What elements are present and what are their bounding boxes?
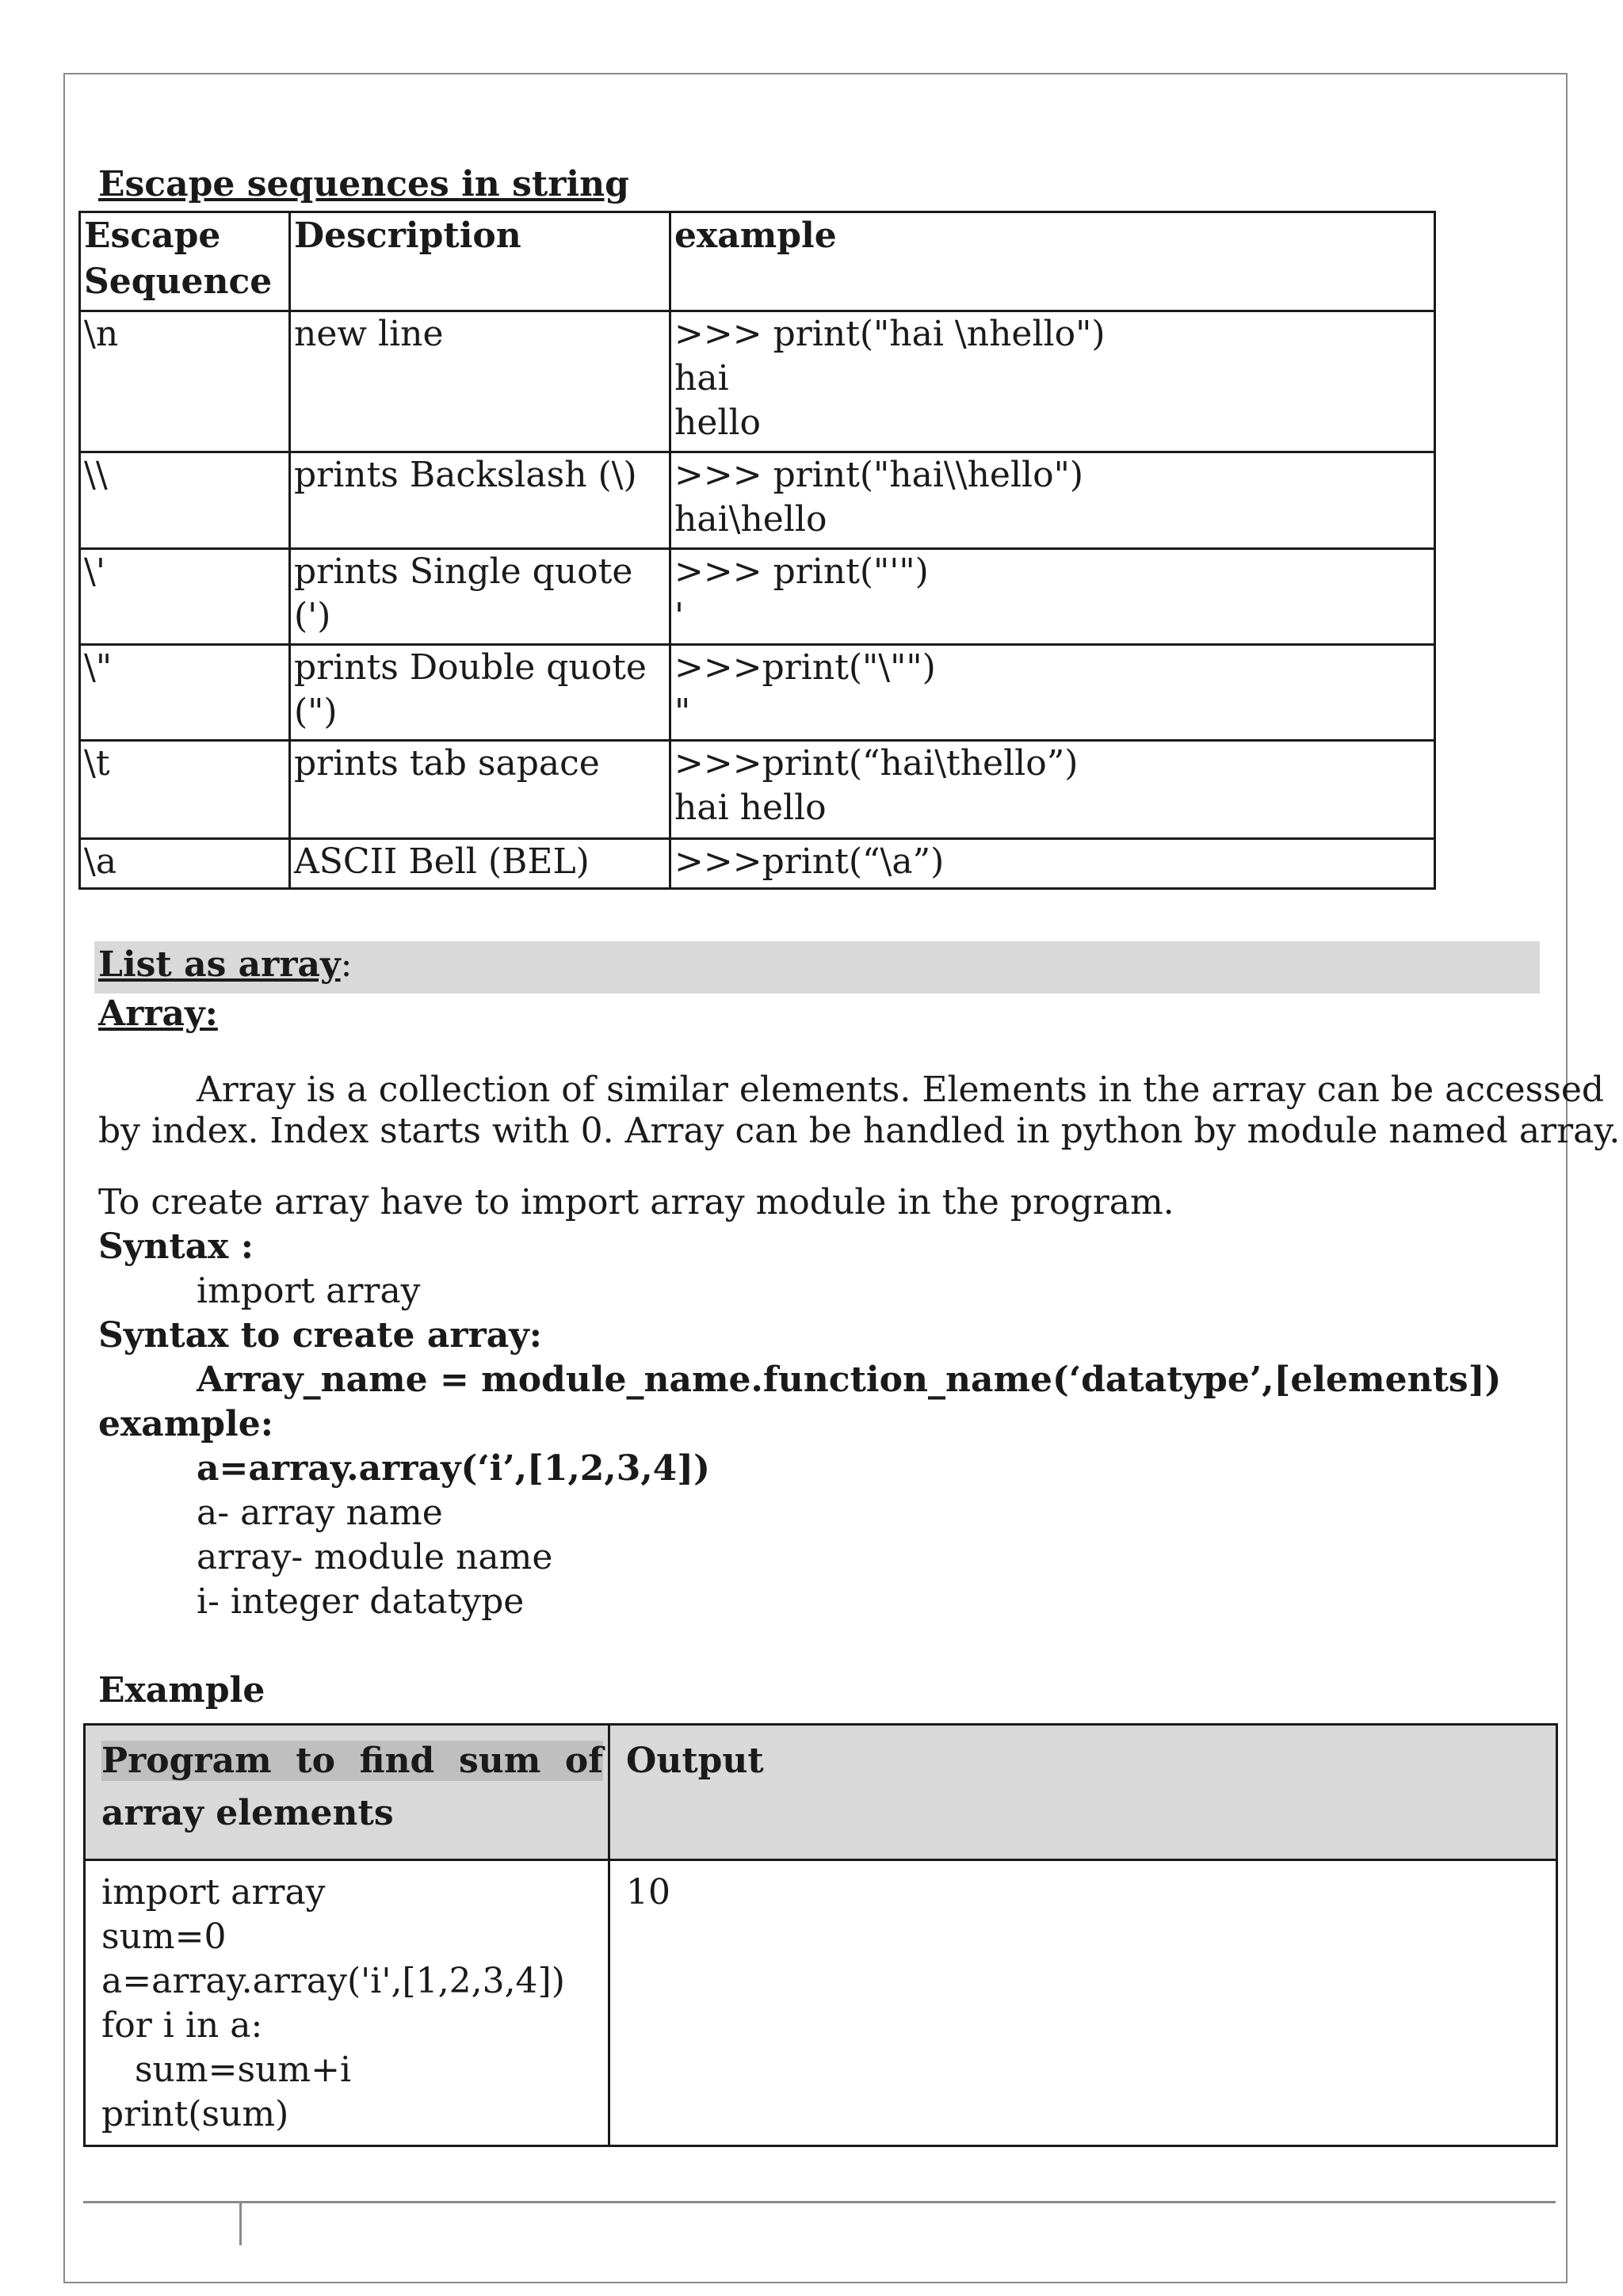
example-label: example: [98, 1404, 274, 1444]
escape-seq-cell: \" [80, 645, 290, 741]
escape-example-cell: >>> print("hai\\hello") hai\hello [670, 452, 1435, 549]
output-value-cell: 10 [609, 1860, 1557, 2146]
table-row [80, 839, 1435, 889]
escape-table-header [80, 212, 1435, 311]
escape-seq-cell: \a [80, 839, 290, 889]
list-as-array-colon: : [340, 944, 353, 985]
header-escape-sequence: Escape Sequence [80, 212, 290, 311]
table-row [80, 311, 1435, 452]
program-header-line2: array elements [101, 1793, 394, 1833]
example-table-header [85, 1725, 1557, 1860]
table-row [80, 549, 1435, 645]
header-example: example [670, 212, 1435, 311]
list-as-array-title: List as array [98, 944, 341, 985]
escape-desc-cell: prints tab sapace [290, 741, 670, 839]
escape-desc-cell: ASCII Bell (BEL) [290, 839, 670, 889]
table-row [80, 741, 1435, 839]
program-header-line1: Program to find sum of [101, 1741, 604, 1781]
escape-desc-cell: prints Double quote (") [290, 645, 670, 741]
program-header-cell [85, 1725, 609, 1860]
table-row [80, 645, 1435, 741]
footer-divider [239, 2201, 242, 2245]
table-row [80, 452, 1435, 549]
escape-seq-cell: \n [80, 311, 290, 452]
syntax-code: import array [197, 1271, 421, 1311]
program-code-cell: import array sum=0 a=array.array('i',[1,2,3,4]) for i in a: sum=sum+i print(sum) [85, 1860, 609, 2146]
escape-example-cell: >>> print("'") ' [670, 549, 1435, 645]
syntax-label: Syntax : [98, 1226, 254, 1267]
escape-seq-cell: \\ [80, 452, 290, 549]
create-syntax-label: Syntax to create array: [98, 1315, 543, 1356]
escape-table [78, 211, 1436, 890]
escape-example-cell: >>> print("hai \nhello") hai hello [670, 311, 1435, 452]
escape-example-cell: >>>print("\"") " [670, 645, 1435, 741]
note-array-name: a- array name [197, 1493, 443, 1533]
footer-rule [83, 2201, 1556, 2203]
example-table-row [85, 1860, 1557, 2146]
example-code: a=array.array(‘i’,[1,2,3,4]) [197, 1448, 710, 1489]
output-header-cell: Output [609, 1725, 1557, 1860]
escape-seq-cell: \' [80, 549, 290, 645]
escape-desc-cell: prints Single quote (') [290, 549, 670, 645]
example-section-label: Example [98, 1670, 265, 1711]
escape-desc-cell: new line [290, 311, 670, 452]
list-as-array-heading [98, 943, 352, 987]
escape-example-cell: >>>print(“\a”) [670, 839, 1435, 889]
note-integer-datatype: i- integer datatype [197, 1581, 525, 1622]
array-paragraph-line1: Array is a collection of similar elements. Elements in the array can be accessed [197, 1070, 1605, 1110]
create-syntax-code: Array_name = module_name.function_name(‘datatype’,[elements]) [197, 1360, 1502, 1400]
escape-heading: Escape sequences in string [98, 164, 629, 204]
array-heading: Array: [98, 994, 218, 1034]
escape-seq-cell: \t [80, 741, 290, 839]
note-module-name: array- module name [197, 1537, 553, 1577]
example-table [83, 1723, 1558, 2147]
import-paragraph: To create array have to import array module in the program. [98, 1182, 1174, 1222]
array-paragraph-line2: by index. Index starts with 0. Array can be handled in python by module named array. [98, 1111, 1621, 1151]
escape-desc-cell: prints Backslash (\) [290, 452, 670, 549]
header-description: Description [290, 212, 670, 311]
escape-example-cell: >>>print(“hai\thello”) hai hello [670, 741, 1435, 839]
